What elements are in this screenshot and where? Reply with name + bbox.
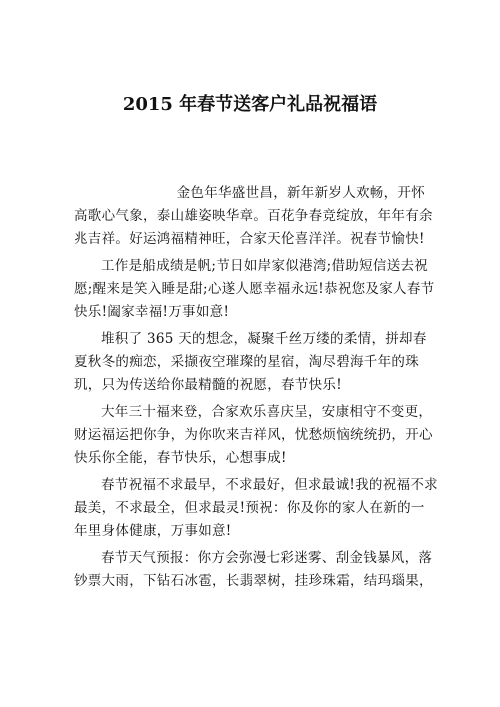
paragraph: 堆积了 365 天的想念，凝聚千丝万缕的柔情，拼却春夏秋冬的痴恋，采撷夜空璀璨的星宿，淘尽碧海千年的珠玑，只为传送给你最精髓的祝愿，春节快乐! [74, 331, 427, 393]
document-title: 2015 年春节送客户礼品祝福语 [122, 94, 378, 115]
paragraph: 金色年华盛世昌，新年新岁人欢畅，开怀高歌心气象，泰山雄姿映华章。百花争春竞绽放，年年有余兆吉祥。好运鸿福精神旺，合家天伦喜洋洋。祝春节愉快! [74, 185, 433, 247]
paragraph: 工作是船成绩是帆;节日如岸家似港湾;借助短信送去祝愿;醒来是笑入睡是甜;心遂人愿幸福永远!恭祝您及家人春节快乐!阖家幸福!万事如意! [74, 258, 435, 320]
paragraph: 大年三十福来登，合家欢乐喜庆呈，安康相守不变更，财运福运把你争，为你吹来吉祥风，忧愁烦恼统统扔，开心快乐你全能，春节快乐，心想事成! [74, 404, 433, 466]
paragraph: 春节祝福不求最早，不求最好，但求最诚!我的祝福不求最美，不求最全，但求最灵!预祝：你及你的家人在新的一年里身体健康，万事如意! [74, 477, 438, 539]
document-body [74, 182, 438, 597]
paragraph: 春节天气预报：你方会弥漫七彩迷雾、刮金钱暴风，落钞票大雨，下钻石冰雹，长翡翠树，挂珍珠霜，结玛瑙果， [74, 550, 433, 589]
